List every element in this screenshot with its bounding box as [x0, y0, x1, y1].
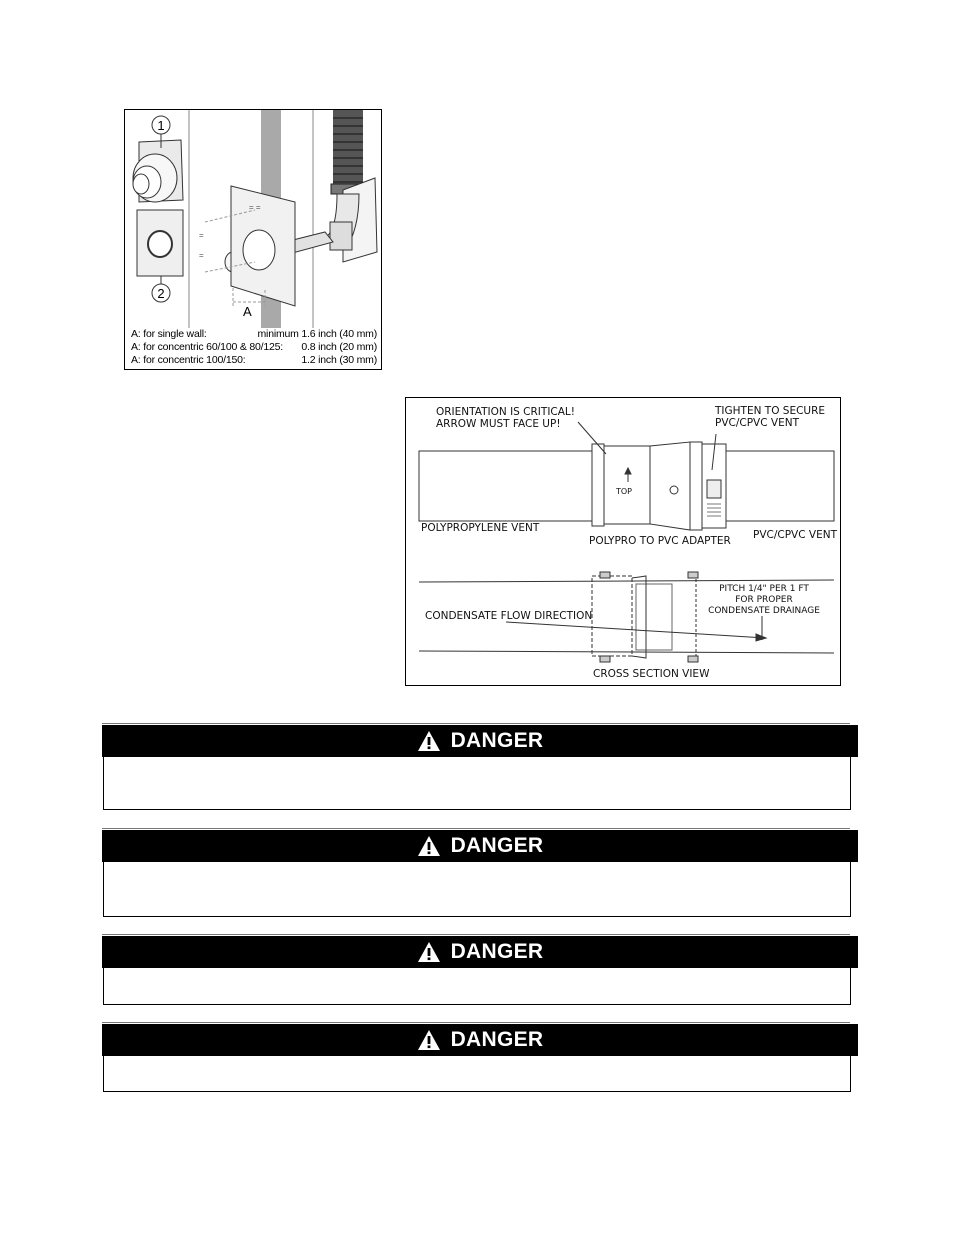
danger-body	[103, 968, 851, 1005]
orientation-note: ORIENTATION IS CRITICAL! ARROW MUST FACE UP!	[436, 406, 575, 430]
warning-triangle-icon	[417, 730, 441, 752]
tighten-note: TIGHTEN TO SECURE PVC/CPVC VENT	[715, 405, 826, 429]
danger-title: DANGER	[450, 834, 544, 857]
svg-text:=: =	[199, 251, 204, 260]
warning-triangle-icon	[417, 1029, 441, 1051]
pvc-vent-label: PVC/CPVC VENT	[753, 529, 837, 541]
wall-plate-figure	[124, 109, 382, 370]
callout-1: 1	[157, 118, 165, 133]
note-row: A: for concentric 60/100 & 80/125: 0.8 inch (20 mm)	[131, 341, 377, 353]
danger-header	[102, 725, 858, 757]
danger-title: DANGER	[450, 940, 544, 963]
danger-title: DANGER	[450, 1028, 544, 1051]
cross-section-label: CROSS SECTION VIEW	[593, 668, 710, 680]
danger-header	[102, 830, 858, 862]
wall-plate-notes	[131, 328, 377, 367]
danger-body	[103, 862, 851, 917]
warning-triangle-icon	[417, 835, 441, 857]
danger-body	[103, 1056, 851, 1092]
svg-text:=: =	[199, 231, 204, 240]
concentric-terminal-item	[133, 140, 183, 202]
adapter-figure	[405, 397, 841, 686]
wall-plate-drawing	[125, 110, 382, 328]
svg-text:= =: = =	[249, 203, 261, 212]
top-arrow-mark: TOP	[616, 487, 633, 496]
note-row: A: for single wall: minimum 1.6 inch (40 mm)	[131, 328, 377, 340]
flexible-hose	[331, 110, 365, 194]
danger-title: DANGER	[450, 729, 544, 752]
danger-header	[102, 936, 858, 968]
warning-triangle-icon	[417, 941, 441, 963]
note-row: A: for concentric 100/150: 1.2 inch (30 mm)	[131, 354, 377, 366]
flow-direction-label: CONDENSATE FLOW DIRECTION	[425, 610, 593, 622]
danger-body	[103, 757, 851, 810]
danger-header	[102, 1024, 858, 1056]
callout-2: 2	[157, 286, 165, 301]
adapter-label: POLYPRO TO PVC ADAPTER	[589, 535, 731, 547]
pitch-note: PITCH 1/4" PER 1 FT FOR PROPER CONDENSATE DRAINAGE	[708, 584, 820, 616]
wall-plate-item	[137, 210, 183, 276]
polypropylene-vent-label: POLYPROPYLENE VENT	[421, 522, 540, 534]
dimension-a-label: A	[243, 304, 252, 319]
